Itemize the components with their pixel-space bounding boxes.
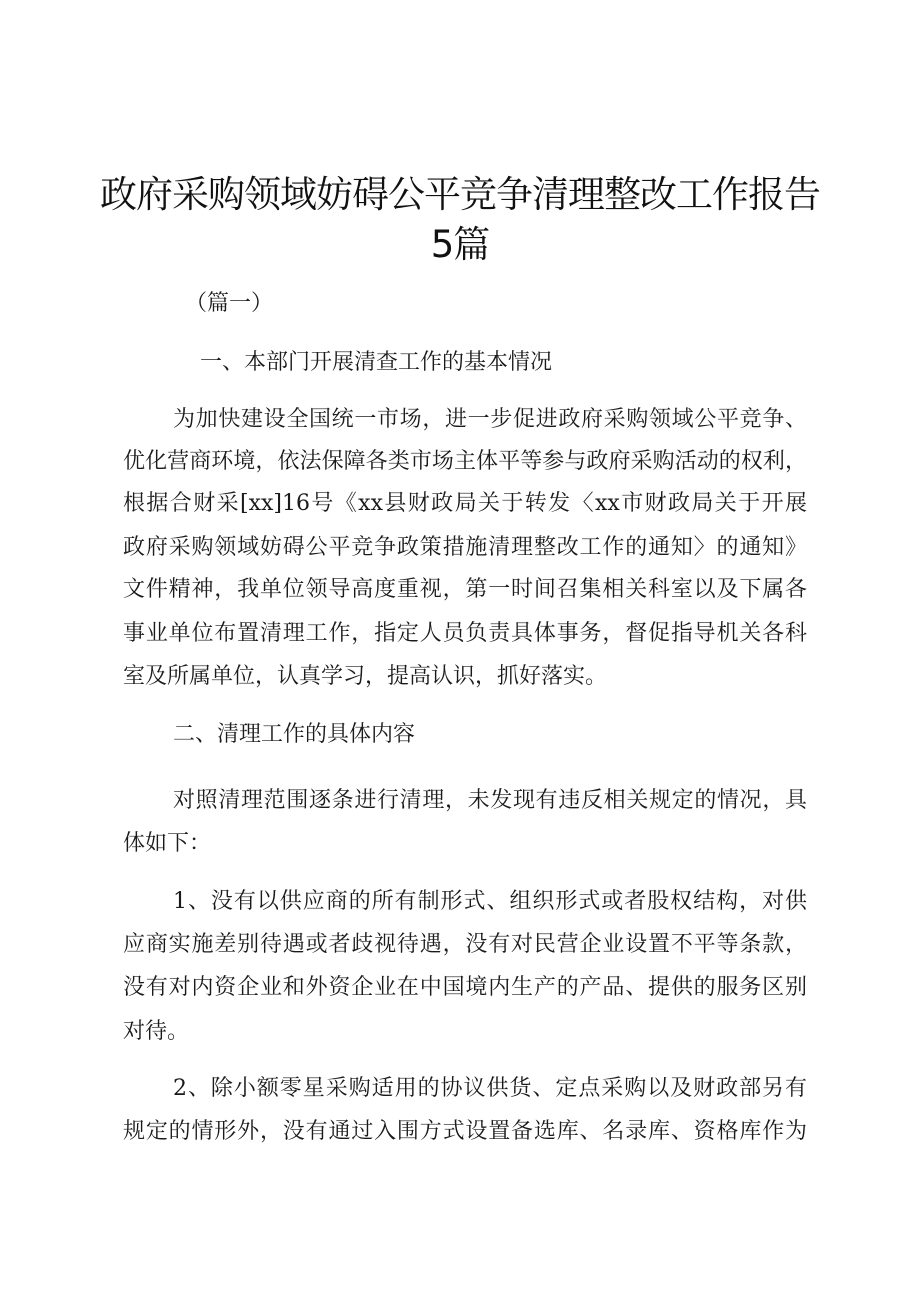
item2-line: 规定的情形外，没有通过入围方式设置备选库、名录库、资格库作为 <box>123 1119 807 1144</box>
document-title-line1: 政府采购领域妨碍公平竞争清理整改工作报告 <box>100 173 820 216</box>
item2-line: 2、除小额零星采购适用的协议供货、定点采购以及财政部另有 <box>173 1076 807 1101</box>
para1-line: 文件精神，我单位领导高度重视，第一时间召集相关科室以及下属各 <box>123 577 807 602</box>
item1-line: 1、没有以供应商的所有制形式、组织形式或者股权结构，对供 <box>173 889 807 914</box>
item1-line: 没有对内资企业和外资企业在中国境内生产的产品、提供的服务区别 <box>123 975 807 1000</box>
item1-line: 应商实施差别待遇或者歧视待遇，没有对民营企业设置不平等条款， <box>123 932 807 957</box>
para1-line: 政府采购领域妨碍公平竞争政策措施清理整改工作的通知〉的通知》 <box>123 535 807 560</box>
part-label: （篇一） <box>185 291 274 316</box>
item1-line: 对待。 <box>123 1019 190 1044</box>
para1-line: 根据合财采[xx]16号《xx县财政局关于转发〈xx市财政局关于开展 <box>123 491 807 516</box>
para1-line: 室及所属单位，认真学习，提高认识，抓好落实。 <box>123 664 608 689</box>
document-title-line2: 5篇 <box>430 223 490 266</box>
section1-heading: 一、本部门开展清查工作的基本情况 <box>200 350 553 375</box>
para1-line: 为加快建设全国统一市场，进一步促进政府采购领域公平竞争、 <box>173 407 807 432</box>
section2-heading: 二、清理工作的具体内容 <box>173 722 416 747</box>
para1-line: 优化营商环境，依法保障各类市场主体平等参与政府采购活动的权利， <box>123 449 807 474</box>
para1-line: 事业单位布置清理工作，指定人员负责具体事务，督促指导机关各科 <box>123 621 807 646</box>
para2-line: 对照清理范围逐条进行清理，未发现有违反相关规定的情况，具 <box>173 788 807 813</box>
para2-line: 体如下： <box>123 831 212 856</box>
